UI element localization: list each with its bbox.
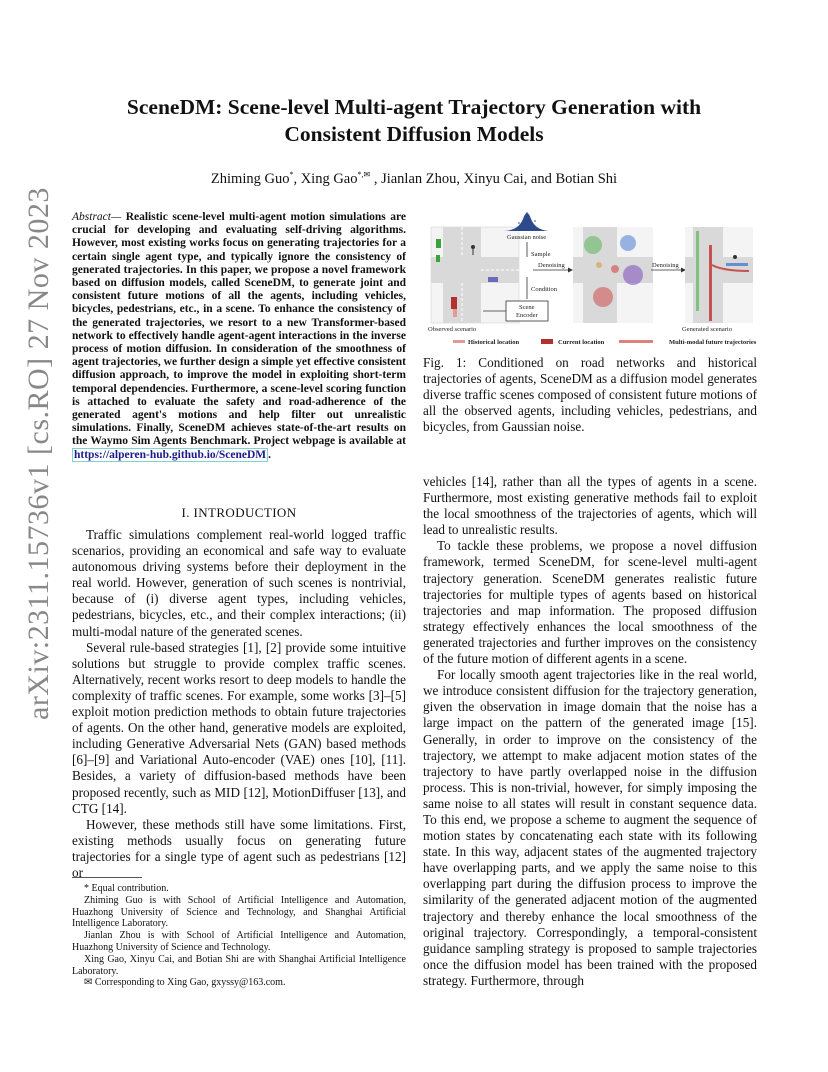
author-1-mark: * [289,170,294,179]
footnote: Zhiming Guo is with School of Artificial Intelligence and Automation, Huazhong University of Science and Technology, and Shanghai Artificial Intelligence Laboratory. [72,894,406,930]
sample-label: Sample [531,251,551,258]
author-2-mark: *,✉ [357,170,371,179]
abstract-body: Realistic scene-level multi-agent motion simulations are crucial for developing and evaluating self-driving algorithms. However, most existing works focus on generating trajectories for a certain single agent type, and typically ignore the consistency of generated trajectories. In this paper, we propose a novel framework based on diffusion models, called SceneDM, to generate joint and consistent future motions of all the agents, including vehicles, bicycles, pedestrians, etc., in a scene. To enhance the consistency of the generated trajectories, we resort to a new Transformer-based network to effectively handle agent-agent interactions in the inverse process of motion diffusion. In consideration of the smoothness of agent trajectories, we further design a simple yet effective consistent diffusion approach, to improve the model in exploiting short-term temporal dependencies. Furthermore, a scene-level scoring function is attached to evaluate the safety and road-adherence of the generated agent's motions and help filter out unrealistic simulations. Finally, SceneDM achieves state-of-the-art results on the Waymo Sim Agents Benchmark. Project webpage is available at [72,211,406,448]
author-rest: , Jianlan Zhou, Xinyu Cai, and Botian Shi [373,170,618,187]
legend-multimodal-label: Multi-modal future trajectories [669,339,757,346]
noisy-scene-map [573,227,653,323]
denoising-label-1: Denoising [538,262,565,269]
scene-encoder-label-1: Scene [519,304,535,311]
legend-current-label: Current location [558,339,605,346]
abstract [72,211,406,462]
paragraph: To tackle these problems, we propose a novel diffusion framework, termed SceneDM, for scene-level multi-agent trajectory generation. SceneDM generates realistic future trajectories for multiple types of agents based on historical trajectories and map information. The proposed diffusion strategy effectively enhances the local smoothness of the generated trajectories and further improves on the consistency of the future motion of different agents in a scene. [423,538,757,667]
paragraph: Traffic simulations complement real-world logged traffic scenarios, providing an economical and safe way to evaluate autonomous driving systems before their deployment in the real world. However, generation of such scenes is nontrivial, because of (i) diverse agent types, including vehicles, pedestrians, bicycles, etc., and their complex interactions; (ii) multi-modal nature of the generated scenes. [72,527,406,639]
denoising-label-2: Denoising [652,262,679,269]
footnotes [72,883,406,989]
title-line-2: Consistent Diffusion Models [284,122,544,146]
legend-multimodal-swatch [619,340,653,343]
abstract-tail: . [268,448,271,461]
author-1: Zhiming Guo [210,170,290,187]
legend-historical-label: Historical location [468,339,520,346]
left-column-body [72,527,406,881]
generated-scenario-label: Generated scenario [682,326,732,333]
figure-caption: Fig. 1: Conditioned on road networks and historical trajectories of agents, SceneDM as a diffusion model generates diverse traffic scenes composed of consistent future motions of all the observed agents, including vehicles, pedestrians, and bicycles, from Gaussian noise. [423,355,757,435]
figure-1-diagram [423,205,757,350]
paragraph: For locally smooth agent trajectories like in the real world, we introduce consistent diffusion for the trajectory generation, given the observation in image domain that the noise has a large impact on the pattern of the generated image [15]. Generally, in order to improve on the consistency of the trajectory, we attempt to make adjacent motion states of the trajectory to have partly overlapped noise in the diffusion process. This is non-trivial, however, for simply imposing the same noise to all states will result in constant sequence data. To this end, we propose a scheme to augment the sequence of motion states by concatenating each state with its following state. In this way, adjacent states of the augmented trajectory have overlapping parts, and we apply the same noise to this overlapping part during the diffusion process to improve the similarity of the generated adjacent motion of the augmented trajectory and thereby enhance the local smoothness of the original trajectory. Correspondingly, a temporal-consistent guidance sampling strategy is proposed to sample trajectories once the diffusion model has been trained with the proposed strategy. Furthermore, through [423,667,757,988]
footnote: Jianlan Zhou is with School of Artificial Intelligence and Automation, Huazhong University of Science and Technology. [72,930,406,953]
section-heading: I. INTRODUCTION [181,505,297,520]
footnote-rule [72,877,142,878]
project-link[interactable]: https://alperen-hub.github.io/SceneDM [74,448,267,461]
paragraph: Several rule-based strategies [1], [2] provide some intuitive solutions but struggle to provide complex traffic scenes. Alternatively, recent works resort to deep models to handle the complexity of traffic scenes. For example, some works [3]–[5] exploit motion prediction methods to obtain future trajectories of agents. On the other hand, generative models are exploited, including Generative Adversarial Nets (GAN) based methods [6]–[9] and Variational Auto-encoder (VAE) ones [10], [11]. Besides, a variety of diffusion-based methods have been proposed recently, such as MID [12], MotionDiffuser [13], and CTG [14]. [72,639,406,816]
paper-title [60,94,768,148]
footnote: ✉ Corresponding to Xing Gao, gxyssy@163.com. [84,977,286,989]
paragraph: vehicles [14], rather than all the types of agents in a scene. Furthermore, most existing generative methods fail to exploit the local smoothness of the trajectories of agents, which will lead to unrealistic results. [423,474,757,538]
paragraph: However, these methods still have some limitations. First, existing methods usually focus on generating future trajectories for a single type of agent such as pedestrians [12] or [72,816,406,880]
footnote: * Equal contribution. [84,883,169,894]
right-column-body [423,474,757,989]
legend-current-swatch [541,339,553,344]
gaussian-noise-label: Gaussian noise [507,234,547,241]
author-list: Zhiming Guo*, Xing Gao*,✉ , Jianlan Zhou, Xinyu Cai, and Botian Shi [210,170,618,187]
title-line-1: SceneDM: Scene-level Multi-agent Trajectory Generation with [126,95,702,119]
condition-label: Condition [531,286,558,293]
abstract-lead: Abstract— [72,211,122,223]
observed-scenario-label: Observed scenario [428,326,477,333]
arxiv-identifier: arXiv:2311.15736v1 [cs.RO] 27 Nov 2023 [22,187,55,720]
figure-1 [423,205,757,350]
legend-historical-swatch [453,340,465,343]
generated-scenario-map [685,227,753,323]
scene-encoder-label-2: Encoder [516,312,538,319]
author-2: Xing Gao [300,170,358,187]
footnote: Xing Gao, Xinyu Cai, and Botian Shi are with Shanghai Artificial Intelligence Laboratory. [72,953,406,977]
